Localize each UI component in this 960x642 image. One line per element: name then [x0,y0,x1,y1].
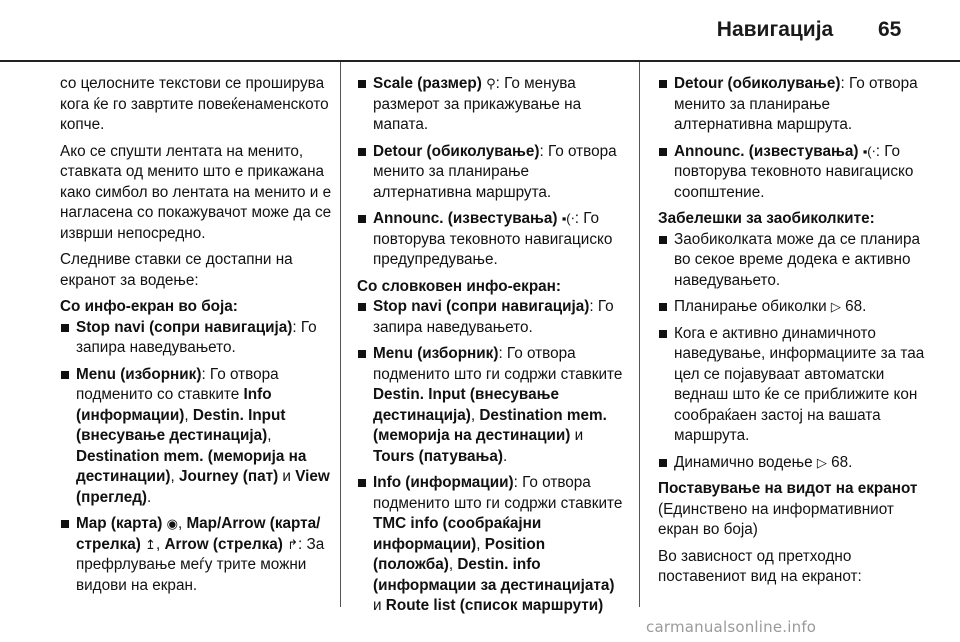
paragraph: (Единствено на информативниот екран во боја) [658,500,894,538]
bullet-list [658,230,928,474]
list-item: Stop navi (сопри навигација): Го запира наведувањето. [357,297,625,338]
list-item: Заобиколката може да се планира во секое време додека е активно наведувањето. [658,230,928,292]
list-item: Планирање обиколки ▷ 68. [658,297,928,318]
page-reference-icon: ▷ [830,299,841,314]
column-1 [60,74,332,602]
column-3 [658,74,928,594]
section-heading: Со инфо-екран во боја: [60,298,238,315]
paragraph: со целосните текстови се проширува кога ќе го завртите повеќенаменското копче. [60,75,329,133]
list-item: Announc. (известувања) ▪(⋅: Го повторува тековното навигациско предупредување. [357,209,625,271]
list-item: Map (карта) ◉, Map/Arrow (карта/стрелка) ↥, Arrow (стрелка) ↱: За префрлување меѓу трите можни видови на екран. [60,514,332,596]
arrow-icon: ↱ [287,536,299,552]
column-divider [639,62,640,607]
watermark: carmanualsonline.info [646,618,817,636]
column-divider [340,62,341,607]
list-item: Menu (изборник): Го отвора подменито што ги содржи ставките Destin. Input (внесување дестинација), Destination mem. (меморија на дестинации) и Tours (патувања). [357,344,625,467]
list-item: Динамично водење ▷ 68. [658,453,928,474]
bullet-list [60,318,332,597]
list-item: Кога е активно динамичното наведување, информациите за таа цел се појавуваат автоматски веднаш што ќе се приближите кон сообраќаен застој на вашата маршрута. [658,324,928,447]
paragraph: Во зависност од претходно поставениот вид на екранот: [658,547,862,585]
list-item: Stop navi (сопри навигација): Го запира наведувањето. [60,318,332,359]
bullet-list [357,297,625,617]
column-2 [357,74,625,623]
section-heading: Поставување на видот на екранот [658,480,918,497]
zoom-icon: ⚲ [486,76,496,91]
section-heading: Со словковен инфо-екран: [357,277,562,295]
globe-icon: ◉ [166,516,178,531]
page-reference-icon: ▷ [816,454,827,470]
bullet-list [357,74,625,271]
list-item: Info (информации): Го отвора подменито што ги содржи ставките TMC info (сообраќајни информации), Position (положба), Destin. info (информации за дестинацијата) и Route list (список маршрути) [357,473,625,617]
map-arrow-icon: ↥ [145,536,156,552]
list-item: Announc. (известувања) ▪(⋅: Го повторува тековното навигациско соопштение. [658,142,928,204]
page-title: Навигација [716,18,834,41]
list-item: Detour (обиколување): Го отвора менито за планирање алтернативна маршрута. [658,74,928,136]
page-number: 65 [878,18,902,41]
section-heading: Забелешки за заобиколките: [658,210,875,227]
bullet-list [658,74,928,203]
list-item: Detour (обиколување): Го отвора менито за планирање алтернативна маршрута. [357,142,625,204]
list-item: Menu (изборник): Го отвора подменито со ставките Info (информации), Destin. Input (внесување дестинација), Destination mem. (меморија на дестинации), Journey (пат) и View (преглед). [60,365,332,509]
paragraph: Ако се спушти лентата на менито, ставката од менито што е прикажана како симбол во лентата на менито и е нагласена со покажувачот може да се изврши непосредно. [60,142,332,242]
speaker-icon: ▪(⋅ [862,143,876,159]
paragraph: Следниве ставки се достапни на екранот за водење: [60,251,293,289]
speaker-icon: ▪(⋅ [561,211,575,226]
list-item: Scale (размер) ⚲: Го менува размерот за прикажување на мапата. [357,74,625,136]
header-divider [0,60,960,62]
